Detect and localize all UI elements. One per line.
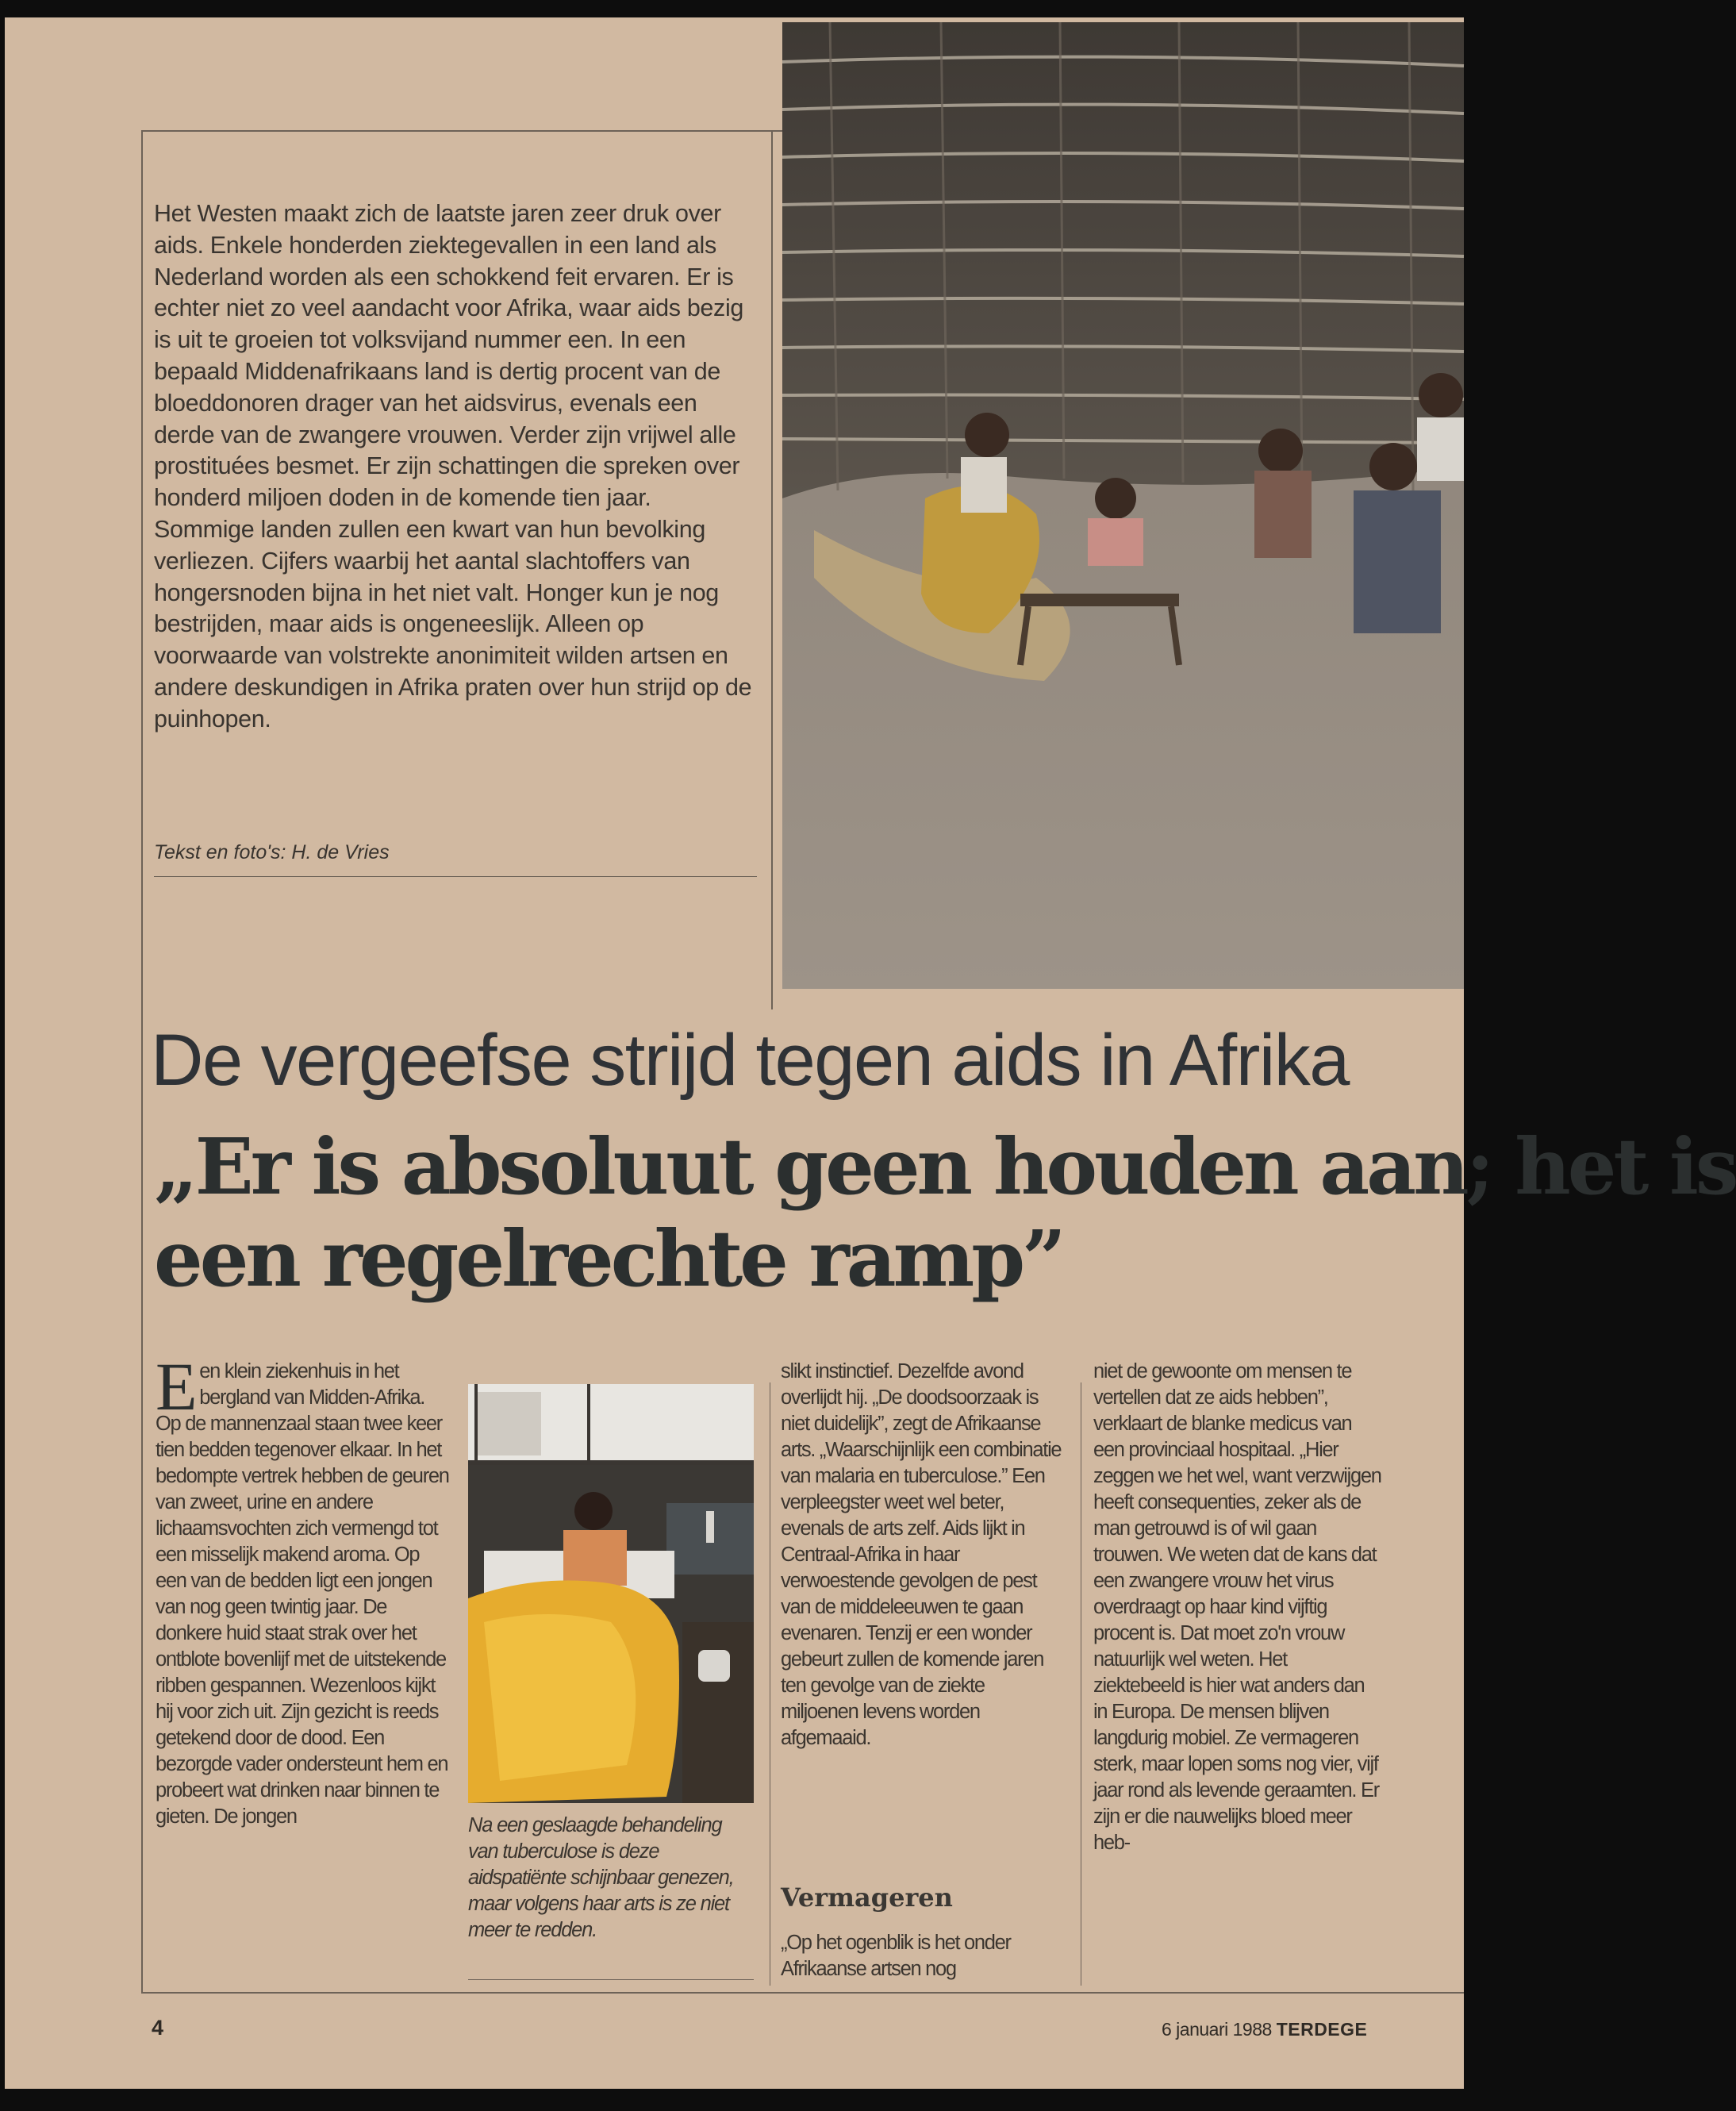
caption-underline <box>468 1979 754 1980</box>
photo-credit: Tekst en foto's: H. de Vries <box>154 841 390 863</box>
headline-quote <box>154 1121 1736 1305</box>
body-column-3: slikt instinctief. Dezelfde avond overlijdt hij. „De doodsoorzaak is niet duidelijk”, zegt de Afrikaanse arts. „Waarschijnlijk een combinatie van malaria en tuberculose.” Een verpleegster weet wel beter, evenals de arts zelf. Aids lijkt in Centraal-Afrika in haar verwoestende gevolgen de pest van de middeleeuwen te gaan evenaren. Tenzij er een wonder gebeurt zullen de komende jaren ten gevolge van de ziekte miljoenen levens worden afgemaaid. <box>781 1360 1062 1749</box>
body-column-1 <box>156 1348 451 1830</box>
hospital-patient-photo <box>468 1384 754 1803</box>
body-column-4: niet de gewoonte om mensen te vertellen dat ze aids hebben”, verklaart de blanke medicus van een provinciaal hospitaal. „Hier zeggen we het wel, want verzwijgen heeft consequenties, zeker als de man getrouwd is of wil gaan trouwen. We weten dat de kans dat een zwangere vrouw het virus overdraagt op haar kind vijftig procent is. Dat moet zo'n vrouw natuurlijk wel weten. Het ziektebeeld is hier wat anders dan in Europa. De mensen blijven langdurig mobiel. Ze vermageren sterk, maar lopen soms nog vier, vijf jaar rond als levende geraamten. Er zijn er die nauwelijks bloed meer heb- <box>1093 1360 1381 1854</box>
headline-title: De vergeefse strijd tegen aids in Afrika <box>151 1020 1349 1101</box>
page-number: 4 <box>152 2016 164 2040</box>
issue-date: 6 januari 1988 <box>1162 2019 1272 2040</box>
intro-paragraph: Het Westen maakt zich de laatste jaren zeer druk over aids. Enkele honderden ziektegevallen in een land als Nederland worden als een schokkend feit ervaren. Er is echter niet zo veel aandacht voor Afrika, waar aids bezig is uit te groeien tot volksvijand nummer een. In een bepaald Middenafrikaans land is dertig procent van de bloeddonoren drager van het aidsvirus, evenals een derde van de zwangere vrouwen. Verder zijn vrijwel alle prostituées besmet. Er zijn schattingen die spreken over honderd miljoen doden in de komende tien jaar. Sommige landen zullen een kwart van hun bevolking verliezen. Cijfers waarbij het aantal slachtoffers van hongersnoden bijna in het niet valt. Honger kun je nog bestrijden, maar aids is ongeneeslijk. Alleen op voorwaarde van volstrekte anonimiteit wilden artsen en andere deskundigen in Afrika praten over hun strijd op de puinhopen. <box>154 200 752 733</box>
intro-right-rule <box>771 130 773 1009</box>
frame-left-rule <box>141 130 143 1992</box>
drop-cap: E <box>156 1348 197 1425</box>
section-subhead: Vermageren <box>781 1882 953 1913</box>
photo-caption: Na een geslaagde behandeling van tuberculose is deze aidspatiënte schijnbaar genezen, maar volgens haar arts is ze niet meer te redden. <box>468 1814 734 1941</box>
footer-date <box>1162 2019 1367 2040</box>
magazine-name: TERDEGE <box>1276 2019 1368 2040</box>
headline-quote-line-2: een regelrechte ramp” <box>154 1213 1063 1304</box>
intro-top-rule <box>141 130 782 132</box>
body-column-1-text: en klein ziekenhuis in het bergland van Midden-Afrika. Op de mannenzaal staan twee keer tien bedden tegenover elkaar. In het bedompte vertrek hebben de geuren van zweet, urine en andere lichaamsvochten zich vermengd tot een misselijk makend aroma. Op een van de bedden ligt een jongen van nog geen twintig jaar. De donkere huid staat strak over het ontblote bovenlijf met de uitstekende ribben gespannen. Wezenloos kijkt hij voor zich uit. Zijn gezicht is reeds getekend door de dood. Een bezorgde vader ondersteunt hem en probeert wat drinken naar binnen te gieten. De jongen <box>156 1360 449 1828</box>
credit-underline <box>154 876 757 877</box>
village-children-photo <box>782 22 1464 989</box>
body-column-3-continued: „Op het ogenblik is het onder Afrikaanse artsen nog <box>781 1932 1011 1980</box>
headline-quote-line-1: „Er is absoluut geen houden aan; het is <box>154 1121 1736 1212</box>
magazine-page <box>5 17 1736 2089</box>
frame-bottom-rule <box>141 1992 1464 1994</box>
